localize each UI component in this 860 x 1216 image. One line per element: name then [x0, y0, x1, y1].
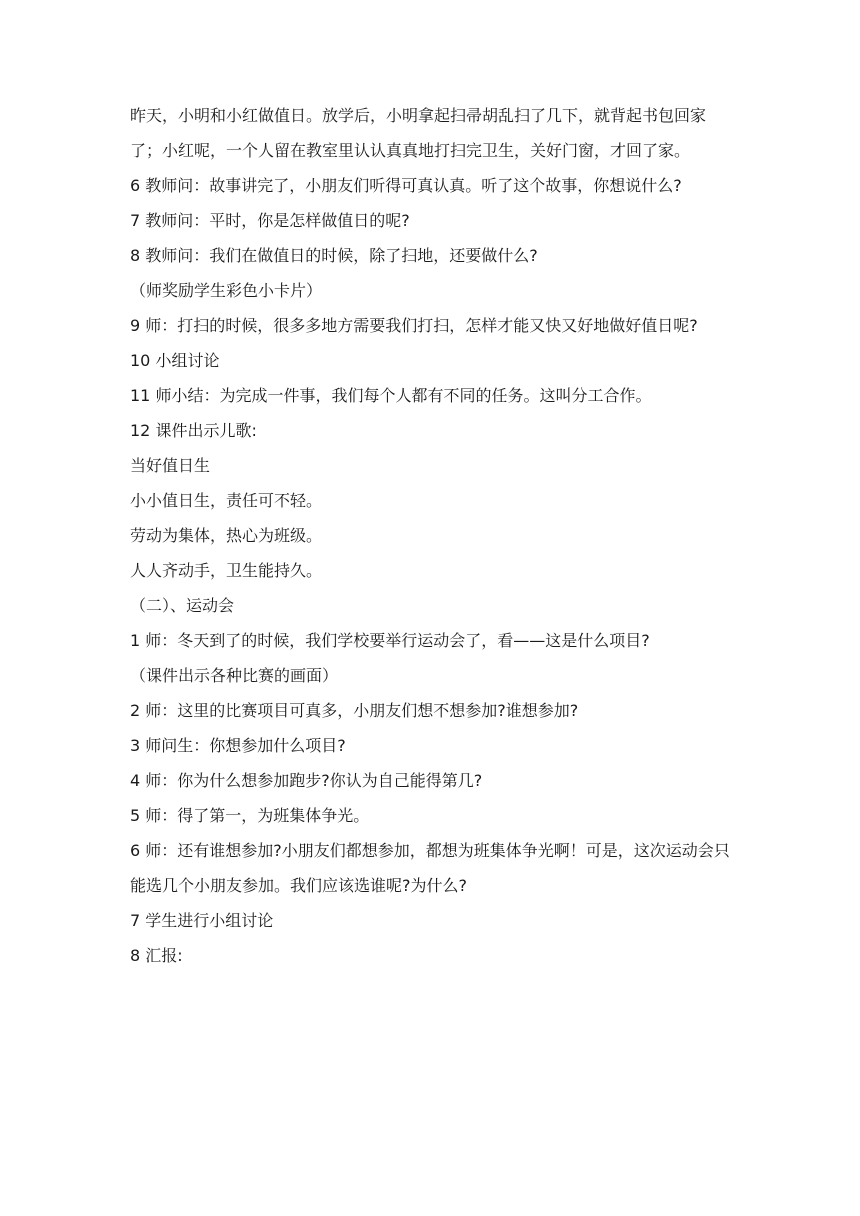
paragraph-sports-5: 5 师：得了第一，为班集体争光。 — [130, 806, 370, 825]
paragraph-courseware-note: （课件出示各种比赛的画面） — [130, 666, 339, 685]
paragraph-sports-1: 1 师：冬天到了的时候，我们学校要举行运动会了，看——这是什么项目? — [130, 631, 650, 650]
paragraph-question-9: 9 师：打扫的时候，很多多地方需要我们打扫，怎样才能又快又好地做好值日呢? — [130, 316, 698, 335]
paragraph-sports-7: 7 学生进行小组讨论 — [130, 911, 274, 930]
paragraph-sports-4: 4 师：你为什么想参加跑步?你认为自己能得第几? — [130, 771, 483, 790]
paragraph-story: 昨天，小明和小红做值日。放学后，小明拿起扫帚胡乱扫了几下，就背起书包回家了；小红呢，一个人留在教室里认认真真地打扫完卫生，关好门窗，才回了家。 — [130, 106, 707, 160]
paragraph-sports-2: 2 师：这里的比赛项目可真多，小朋友们想不想参加?谁想参加? — [130, 701, 579, 720]
paragraph-sports-8: 8 汇报: — [130, 946, 183, 965]
paragraph-group-discussion: 10 小组讨论 — [130, 351, 220, 370]
poem-title: 当好值日生 — [130, 456, 211, 475]
paragraph-question-8: 8 教师问：我们在做值日的时候，除了扫地，还要做什么? — [130, 246, 538, 265]
poem-line-1: 小小值日生，责任可不轻。 — [130, 491, 323, 510]
paragraph-question-6: 6 教师问：故事讲完了，小朋友们听得可真认真。听了这个故事，你想说什么? — [130, 176, 682, 195]
paragraph-summary-11: 11 师小结：为完成一件事，我们每个人都有不同的任务。这叫分工合作。 — [130, 386, 652, 405]
poem-line-3: 人人齐动手，卫生能持久。 — [130, 561, 323, 580]
paragraph-sports-6: 6 师：还有谁想参加?小朋友们都想参加，都想为班集体争光啊！可是，这次运动会只能选几个小朋友参加。我们应该选谁呢?为什么? — [130, 841, 730, 895]
paragraph-question-7: 7 教师问：平时，你是怎样做值日的呢? — [130, 211, 410, 230]
document-body — [130, 98, 736, 973]
paragraph-reward-note: （师奖励学生彩色小卡片） — [130, 281, 323, 300]
paragraph-courseware-12: 12 课件出示儿歌: — [130, 421, 257, 440]
paragraph-sports-3: 3 师问生：你想参加什么项目? — [130, 736, 346, 755]
poem-line-2: 劳动为集体，热心为班级。 — [130, 526, 323, 545]
section-heading-sports-meet: （二）、运动会 — [130, 596, 235, 615]
